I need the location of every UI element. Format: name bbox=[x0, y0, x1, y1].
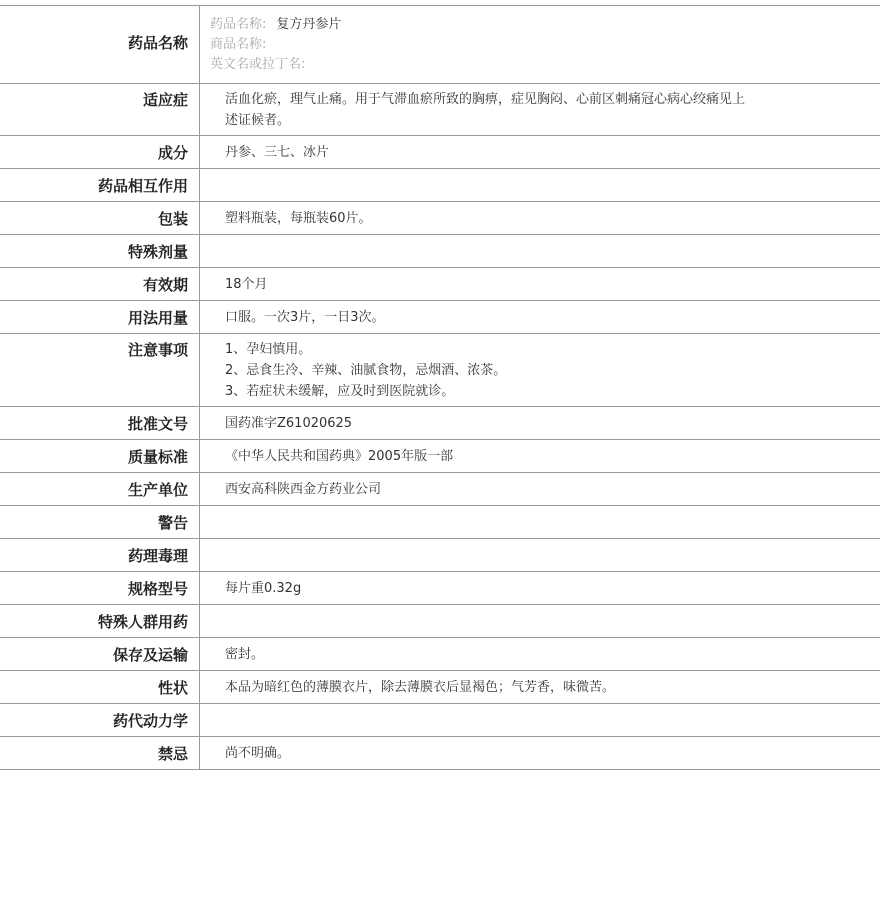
row-value: 密封。 bbox=[225, 647, 265, 662]
row-value bbox=[200, 334, 880, 406]
row-storage bbox=[0, 638, 880, 671]
row-pharmacokinetics bbox=[0, 704, 880, 737]
row-value: 塑料瓶装，每瓶装60片。 bbox=[225, 211, 372, 226]
row-warning bbox=[0, 506, 880, 539]
drug-info-table bbox=[0, 5, 880, 770]
row-label: 特殊人群用药 bbox=[0, 605, 200, 637]
value-line: 1、孕妇慎用。 bbox=[225, 342, 312, 357]
english-name-line bbox=[210, 55, 870, 75]
row-value: 《中华人民共和国药典》2005年版一部 bbox=[225, 449, 454, 464]
row-value bbox=[200, 539, 880, 571]
row-label: 警告 bbox=[0, 506, 200, 538]
row-label: 保存及运输 bbox=[0, 638, 200, 670]
row-label: 注意事项 bbox=[0, 334, 200, 406]
row-label: 质量标准 bbox=[0, 440, 200, 472]
row-label: 药理毒理 bbox=[0, 539, 200, 571]
row-label: 包装 bbox=[0, 202, 200, 234]
row-value bbox=[200, 84, 880, 135]
row-precautions bbox=[0, 334, 880, 407]
row-value bbox=[200, 235, 880, 267]
row-value bbox=[200, 605, 880, 637]
row-label: 药代动力学 bbox=[0, 704, 200, 736]
row-value bbox=[200, 704, 880, 736]
generic-name-value: 复方丹参片 bbox=[276, 17, 342, 32]
drug-name-values bbox=[200, 6, 880, 83]
row-label: 生产单位 bbox=[0, 473, 200, 505]
row-specification bbox=[0, 572, 880, 605]
generic-name-line bbox=[210, 15, 870, 35]
trade-name-key: 商品名称: bbox=[210, 37, 267, 52]
row-value bbox=[200, 506, 880, 538]
row-special-populations bbox=[0, 605, 880, 638]
row-label: 成分 bbox=[0, 136, 200, 168]
row-value: 尚不明确。 bbox=[225, 746, 291, 761]
row-quality-standard bbox=[0, 440, 880, 473]
row-label: 性状 bbox=[0, 671, 200, 703]
row-value: 国药准字Z61020625 bbox=[225, 416, 353, 431]
row-shelf-life bbox=[0, 268, 880, 301]
row-value: 西安高科陕西金方药业公司 bbox=[225, 482, 382, 497]
row-pharmacology bbox=[0, 539, 880, 572]
row-drug-interactions bbox=[0, 169, 880, 202]
value-line: 活血化瘀，理气止痛。用于气滞血瘀所致的胸痹，症见胸闷、心前区刺痛冠心病心绞痛见上 bbox=[225, 92, 746, 107]
row-label: 规格型号 bbox=[0, 572, 200, 604]
row-indications bbox=[0, 84, 880, 136]
row-approval-number bbox=[0, 407, 880, 440]
row-special-dosage bbox=[0, 235, 880, 268]
row-label: 特殊剂量 bbox=[0, 235, 200, 267]
row-label: 禁忌 bbox=[0, 737, 200, 769]
row-value: 18个月 bbox=[225, 277, 268, 292]
row-description bbox=[0, 671, 880, 704]
row-value: 口服。一次3片，一日3次。 bbox=[225, 310, 385, 325]
row-value: 每片重0.32g bbox=[225, 581, 302, 596]
english-name-key: 英文名或拉丁名: bbox=[210, 57, 306, 72]
value-line: 3、若症状未缓解，应及时到医院就诊。 bbox=[225, 384, 455, 399]
row-label-drug-name: 药品名称 bbox=[0, 6, 200, 83]
row-label: 批准文号 bbox=[0, 407, 200, 439]
row-manufacturer bbox=[0, 473, 880, 506]
generic-name-key: 药品名称: bbox=[210, 17, 267, 32]
row-ingredients bbox=[0, 136, 880, 169]
row-value: 丹参、三七、冰片 bbox=[225, 145, 330, 160]
row-label: 用法用量 bbox=[0, 301, 200, 333]
row-label: 药品相互作用 bbox=[0, 169, 200, 201]
row-value: 本品为暗红色的薄膜衣片，除去薄膜衣后显褐色；气芳香，味微苦。 bbox=[225, 680, 616, 695]
trade-name-line bbox=[210, 35, 870, 55]
value-line: 2、忌食生冷、辛辣、油腻食物，忌烟酒、浓茶。 bbox=[225, 363, 507, 378]
row-value bbox=[200, 169, 880, 201]
value-line: 述证候者。 bbox=[225, 113, 291, 128]
row-contraindications bbox=[0, 737, 880, 770]
row-label: 适应症 bbox=[0, 84, 200, 135]
row-drug-name bbox=[0, 6, 880, 84]
row-label: 有效期 bbox=[0, 268, 200, 300]
row-packaging bbox=[0, 202, 880, 235]
row-dosage bbox=[0, 301, 880, 334]
